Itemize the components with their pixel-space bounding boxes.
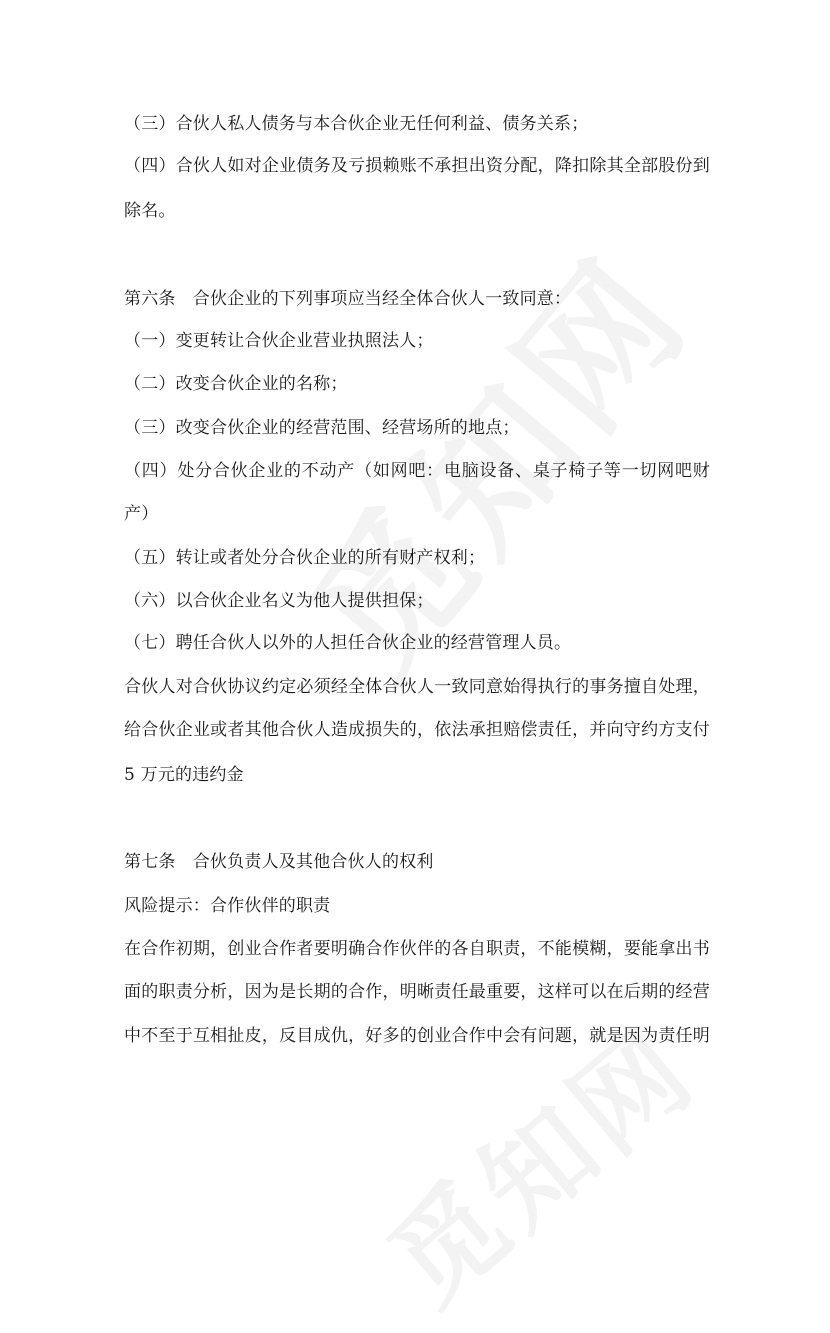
clause-item-3-debt: （三）合伙人私人债务与本合伙企业无任何利益、债务关系； [124,114,589,134]
article-6-penalty-line-2: 给合伙企业或者其他合伙人造成损失的，依法承担赔偿责任，并向守约方支付 [124,720,710,740]
risk-paragraph-line-2: 面的职责分析，因为是长期的合作，明晰责任最重要，这样可以在后期的经营 [124,982,710,1002]
risk-tip-heading: 风险提示：合作伙伴的职责 [124,896,331,916]
risk-paragraph-line-3: 中不至于互相扯皮，反目成仇，好多的创业合作中会有问题，就是因为责任明 [124,1026,710,1046]
article-6-item-5: （五）转让或者处分合伙企业的所有财产权利； [124,548,486,568]
article-6-item-7: （七）聘任合伙人以外的人担任合伙企业的经营管理人员。 [124,633,572,653]
clause-item-4-line-1: （四）合伙人如对企业债务及亏损赖账不承担出资分配，降扣除其全部股份到 [124,156,710,176]
article-7-title: 第七条 合伙负责人及其他合伙人的权利 [124,852,434,872]
article-6-item-1: （一）变更转让合伙企业营业执照法人； [124,331,434,351]
article-6-item-4-line-1: （四）处分合伙企业的不动产（如网吧：电脑设备、桌子椅子等一切网吧财 [124,461,710,481]
clause-item-4-line-2: 除名。 [124,201,176,221]
article-6-item-4-line-2: 产） [124,504,159,524]
article-6-title: 第六条 合伙企业的下列事项应当经全体合伙人一致同意： [124,289,572,309]
risk-paragraph-line-1: 在合作初期，创业合作者要明确合作伙伴的各自职责，不能模糊，要能拿出书 [124,939,710,959]
article-6-penalty-line-1: 合伙人对合伙协议约定必须经全体合伙人一致同意始得执行的事务擅自处理， [124,677,710,697]
article-6-item-3: （三）改变合伙企业的经营范围、经营场所的地点； [124,418,520,438]
article-6-item-2: （二）改变合伙企业的名称； [124,374,348,394]
article-6-penalty-line-3: 5 万元的违约金 [124,765,244,785]
article-6-item-6: （六）以合伙企业名义为他人提供担保； [124,591,434,611]
